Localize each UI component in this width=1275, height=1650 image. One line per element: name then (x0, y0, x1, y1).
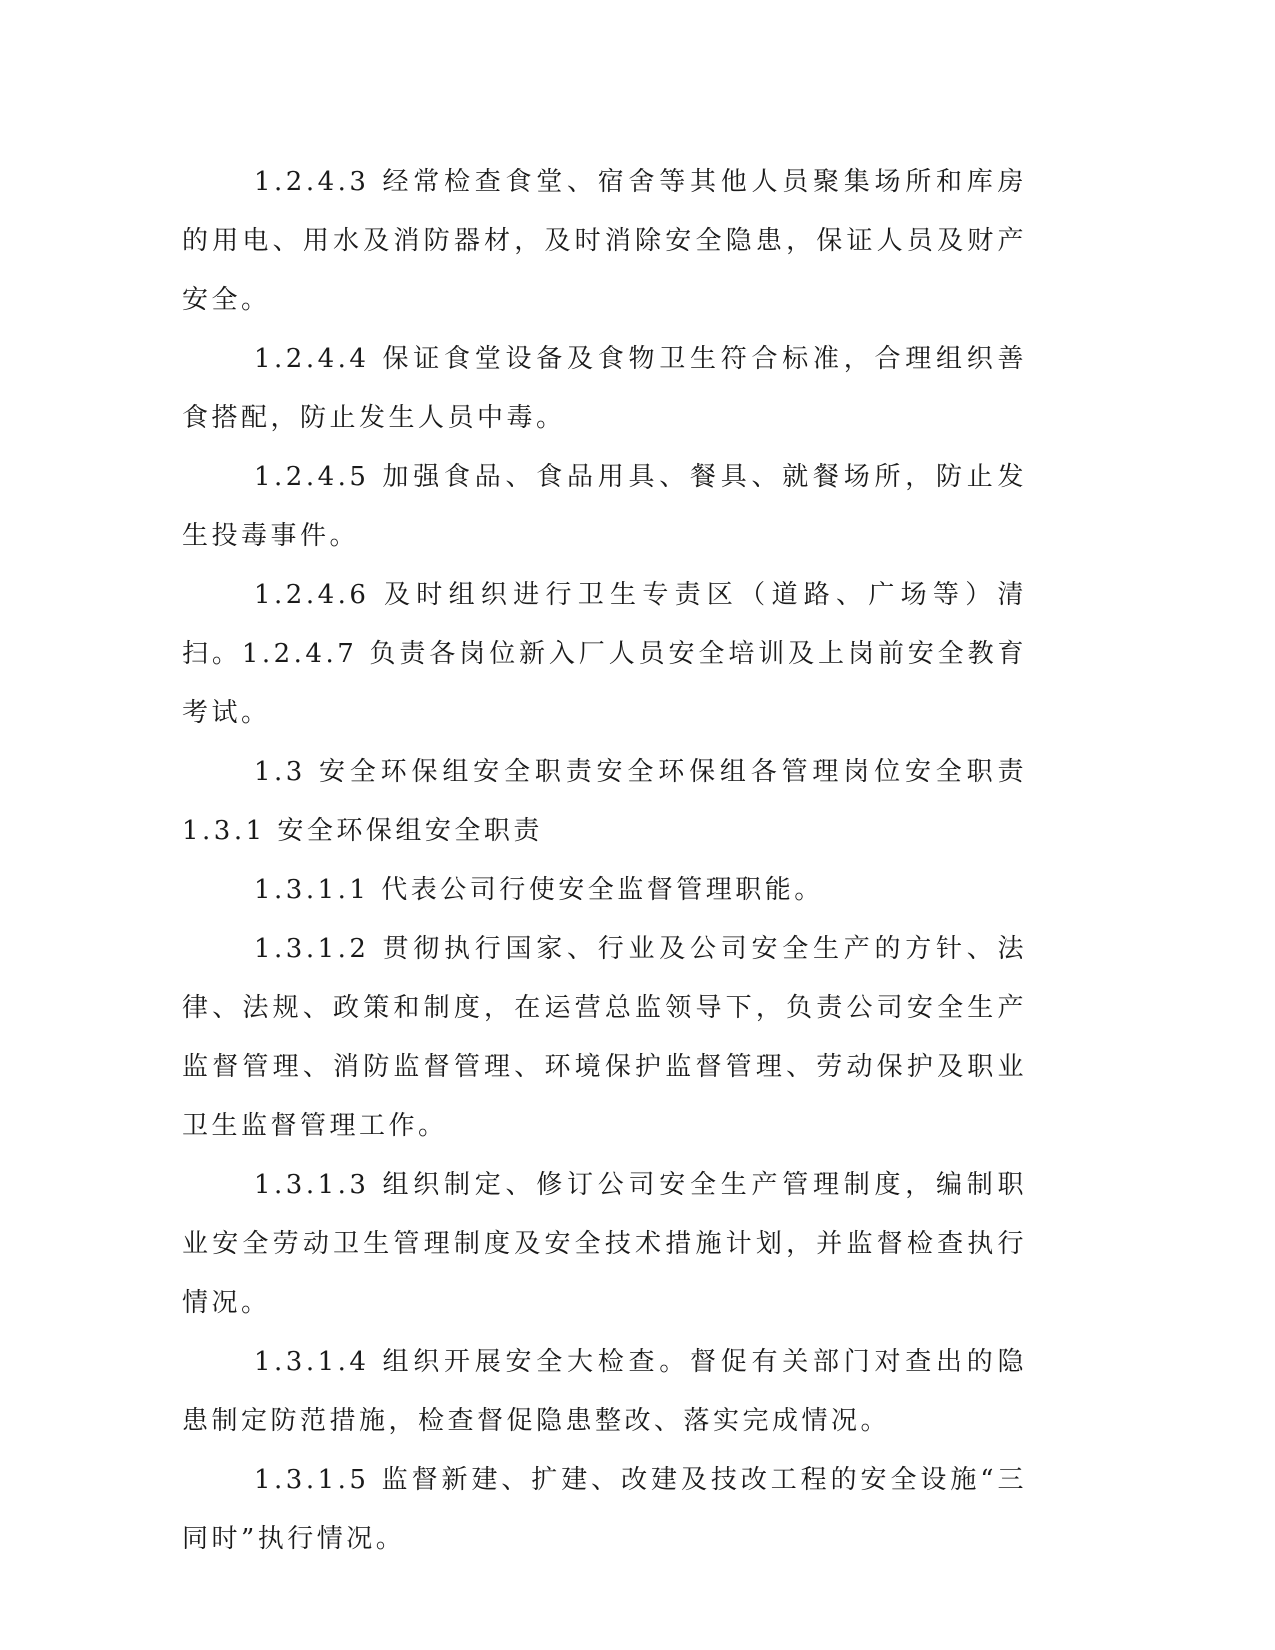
paragraph-1-2-4-4: 1.2.4.4 保证食堂设备及食物卫生符合标准，合理组织善食搭配，防止发生人员中毒。 (182, 344, 1027, 433)
paragraph-1-3-1-4: 1.3.1.4 组织开展安全大检查。督促有关部门对查出的隐患制定防范措施，检查督促隐患整改、落实完成情况。 (182, 1347, 1027, 1436)
document-body (182, 153, 1039, 1569)
paragraph-1-3-1-3: 1.3.1.3 组织制定、修订公司安全生产管理制度，编制职业安全劳动卫生管理制度及安全技术措施计划，并监督检查执行情况。 (182, 1170, 1027, 1318)
paragraph-1-2-4-3: 1.2.4.3 经常检查食堂、宿舍等其他人员聚集场所和库房的用电、用水及消防器材，及时消除安全隐患，保证人员及财产安全。 (182, 167, 1027, 315)
paragraph-1-3-1-5: 1.3.1.5 监督新建、扩建、改建及技改工程的安全设施“三同时”执行情况。 (182, 1465, 1027, 1554)
paragraph-1-3-1-1: 1.3.1.1 代表公司行使安全监督管理职能。 (254, 875, 824, 905)
paragraph-1-2-4-6: 1.2.4.6 及时组织进行卫生专责区（道路、广场等）清扫。1.2.4.7 负责各岗位新入厂人员安全培训及上岗前安全教育考试。 (182, 580, 1027, 728)
paragraph-1-2-4-5: 1.2.4.5 加强食品、食品用具、餐具、就餐场所，防止发生投毒事件。 (182, 462, 1027, 551)
paragraph-1-3-1-2: 1.3.1.2 贯彻执行国家、行业及公司安全生产的方针、法律、法规、政策和制度，在运营总监领导下，负责公司安全生产监督管理、消防监督管理、环境保护监督管理、劳动保护及职业卫生监督管理工作。 (182, 934, 1027, 1141)
paragraph-1-3: 1.3 安全环保组安全职责安全环保组各管理岗位安全职责 1.3.1 安全环保组安全职责 (182, 757, 1039, 846)
